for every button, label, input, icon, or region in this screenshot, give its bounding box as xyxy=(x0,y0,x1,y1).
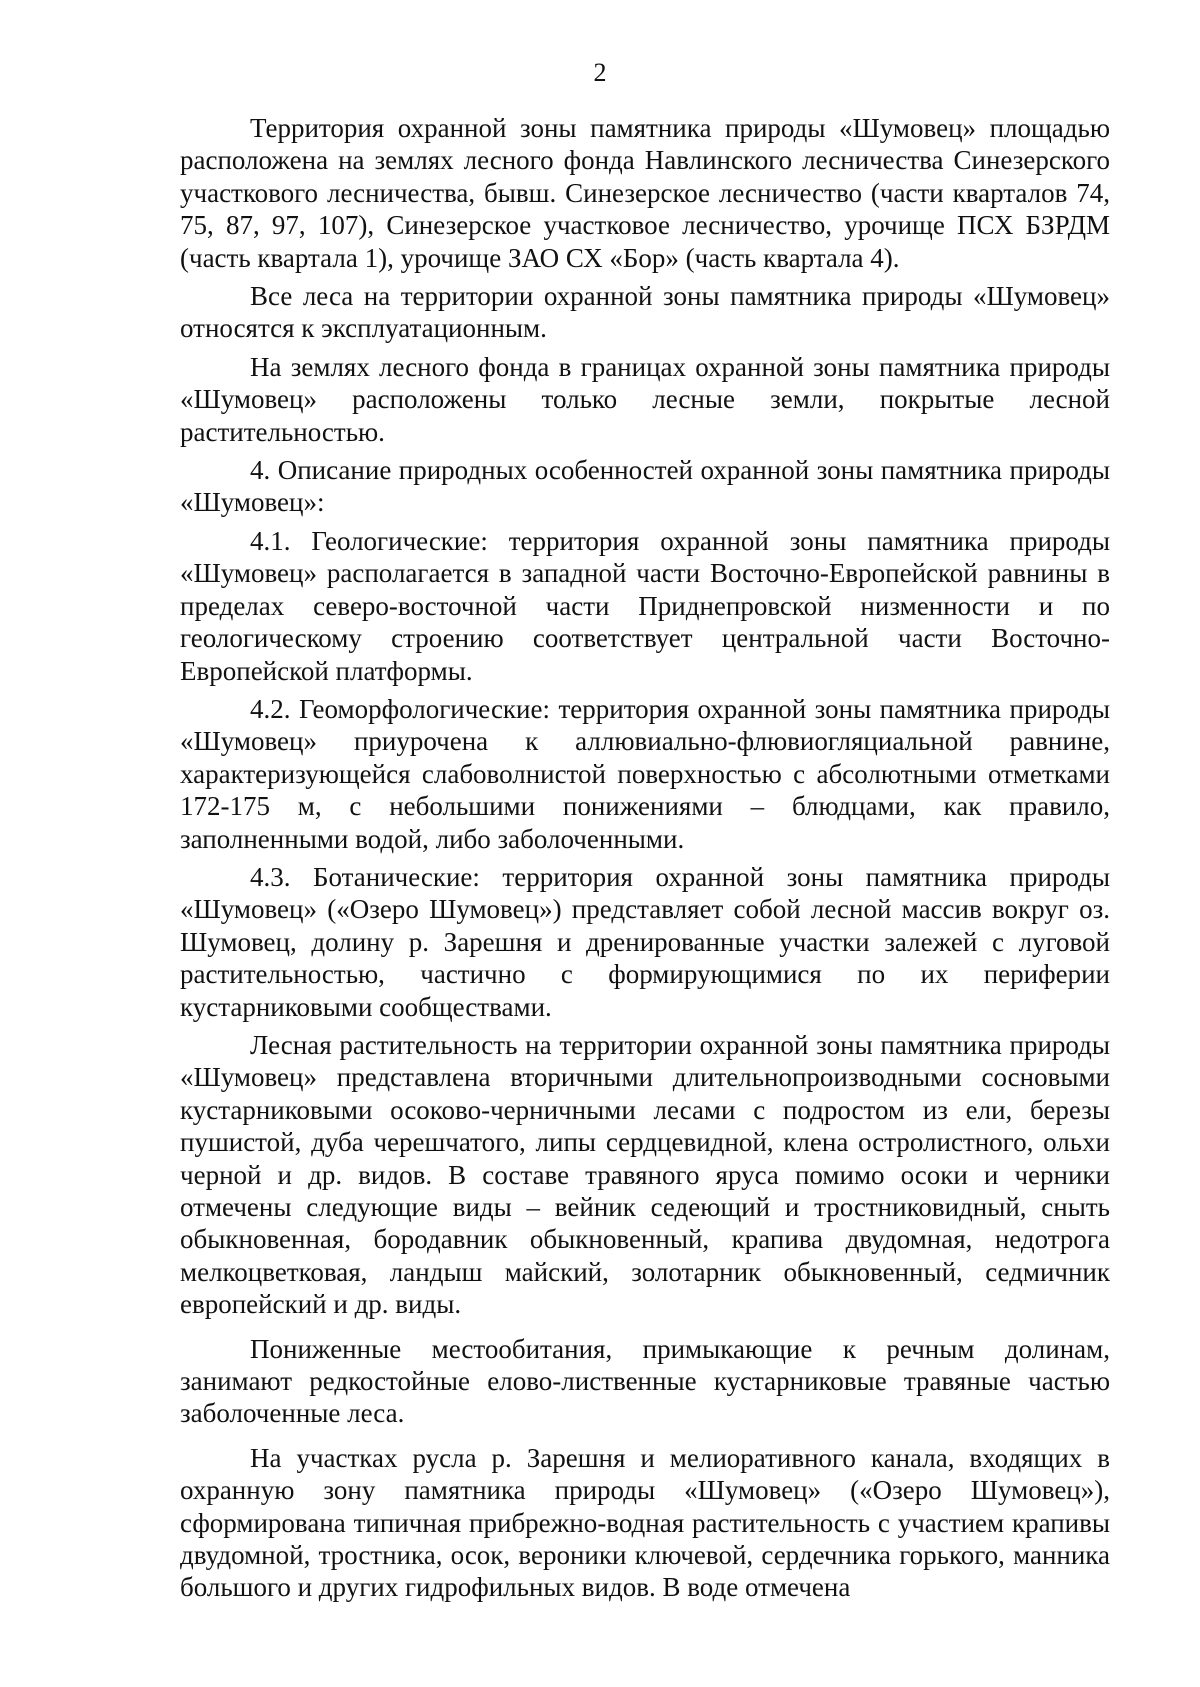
paragraph-territory: Территория охранной зоны памятника природы «Шумовец» площадью расположена на землях лесного фонда Навлинского лесничества Синезерского участкового лесничества, бывш. Синезерское лесничество (части кварталов 74, 75, 87, 97, 107), Синезерское участковое лесничество, урочище ПСХ БЗРДМ (часть квартала 1), урочище ЗАО СХ «Бор» (часть квартала 4). xyxy=(180,113,1110,273)
paragraph-forest-category: Все леса на территории охранной зоны памятника природы «Шумовец» относятся к эксплуатационным. xyxy=(180,281,1110,344)
document-body xyxy=(180,112,1110,1604)
paragraph-forest-vegetation: Лесная растительность на территории охранной зоны памятника природы «Шумовец» представлена вторичными длительнопроизводными сосновыми кустарниковыми осоково-черничными лесами с подростом из ели, березы пушистой, дуба черешчатого, липы сердцевидной, клена остролистного, ольхи черной и др. видов. В составе травяного яруса помимо осоки и черники отмечены следующие виды – вейник седеющий и тростниковидный, сныть обыкновенная, бородавник обыкновенный, крапива двудомная, недотрога мелкоцветковая, ландыш майский, золотарник обыкновенный, седмичник европейский и др. виды. xyxy=(180,1029,1110,1320)
paragraph-riverbed-vegetation: На участках русла р. Зарешня и мелиоративного канала, входящих в охранную зону памятника природы «Шумовец» («Озеро Шумовец»), сформирована типичная прибрежно-водная растительность с участием крапивы двудомной, тростника, осок, вероники ключевой, сердечника горького, манника большого и других гидрофильных видов. В воде отмечена xyxy=(180,1442,1110,1603)
section-heading-natural-features: 4. Описание природных особенностей охранной зоны памятника природы «Шумовец»: xyxy=(180,455,1110,518)
page-number: 2 xyxy=(593,58,607,87)
paragraph-botanical: 4.3. Ботанические: территория охранной зоны памятника природы «Шумовец» («Озеро Шумовец») представляет собой лесной массив вокруг оз. Шумовец, долину р. Зарешня и дренированные участки залежей с луговой растительностью, частично с формирующимися по их периферии кустарниковыми сообществами. xyxy=(180,861,1110,1022)
paragraph-geological: 4.1. Геологические: территория охранной зоны памятника природы «Шумовец» располагается в западной части Восточно-Европейской равнины в пределах северо-восточной части Приднепровской низменности и по геологическому строению соответствует центральной части Восточно-Европейской платформы. xyxy=(180,525,1110,686)
paragraph-forest-lands: На землях лесного фонда в границах охранной зоны памятника природы «Шумовец» расположены только лесные земли, покрытые лесной растительностью. xyxy=(180,351,1110,447)
paragraph-lowland-habitats: Пониженные местообитания, примыкающие к речным долинам, занимают редкостойные елово-лиственные кустарниковые травяные частью заболоченные леса. xyxy=(180,1333,1110,1429)
paragraph-geomorphological: 4.2. Геоморфологические: территория охранной зоны памятника природы «Шумовец» приурочена к аллювиально-флювиогляциальной равнине, характеризующейся слабоволнистой поверхностью с абсолютными отметками 172-175 м, с небольшими понижениями – блюдцами, как правило, заполненными водой, либо заболоченными. xyxy=(180,693,1110,854)
